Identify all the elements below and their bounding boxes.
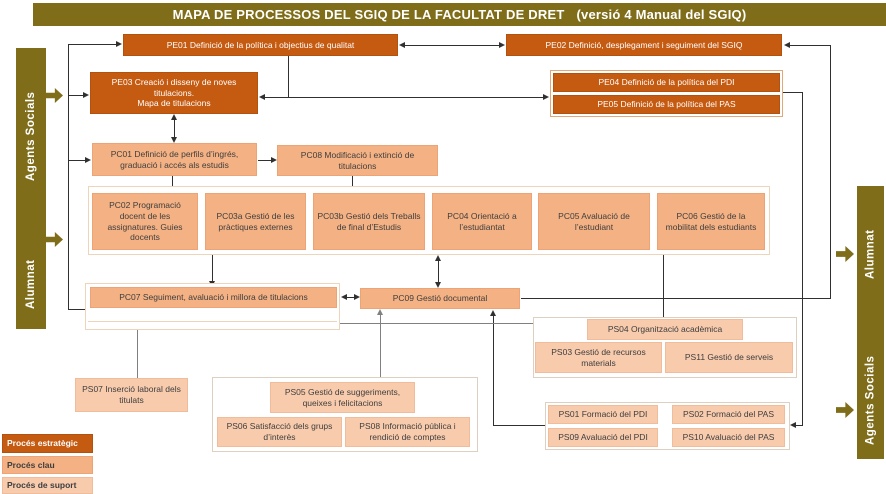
connector xyxy=(663,252,664,317)
legend-strategic: Procés estratègic xyxy=(2,434,93,453)
box-ps09: PS09 Avaluació del PDI xyxy=(548,428,658,447)
connector xyxy=(783,92,803,93)
arrowhead xyxy=(490,310,496,316)
box-pc08: PC08 Modificació i extinció de titulacions xyxy=(277,145,438,176)
box-pc04: PC04 Orientació a l’estudiantat xyxy=(432,193,532,250)
box-pc01: PC01 Definició de perfils d’ingrés, graduació i accés als estudis xyxy=(92,143,257,176)
connector xyxy=(212,255,213,282)
arrowhead xyxy=(543,94,549,100)
box-pe02: PE02 Definició, desplegament i seguiment del SGIQ xyxy=(506,34,782,56)
box-pe03-line1: PE03 Creació i disseny de noves titulacions. xyxy=(111,77,237,98)
legend-support: Procés de suport xyxy=(2,477,93,494)
divider xyxy=(88,321,337,322)
connector xyxy=(802,92,803,425)
right-bar-label-agents-socials: Agents Socials xyxy=(864,355,877,445)
connector xyxy=(288,56,289,97)
connector-gray xyxy=(313,323,533,324)
box-pe05: PE05 Definició de la política del PAS xyxy=(553,95,780,114)
connector xyxy=(262,97,547,98)
arrowhead xyxy=(85,157,91,163)
box-ps02: PS02 Formació del PAS xyxy=(672,405,785,424)
arrowhead xyxy=(399,42,405,48)
box-pe04: PE04 Definició de la política del PDI xyxy=(553,73,780,92)
box-pc09: PC09 Gestió documental xyxy=(360,288,520,309)
box-pc03a: PC03a Gestió de les pràctiques externes xyxy=(205,193,306,250)
arrowhead xyxy=(499,42,505,48)
box-ps05: PS05 Gestió de suggeriments, queixes i felicitacions xyxy=(270,382,415,413)
box-pe03-line2: Mapa de titulacions xyxy=(137,98,211,109)
left-input-arrow-icon xyxy=(46,88,63,103)
right-output-arrow-icon xyxy=(836,246,854,262)
box-ps10: PS10 Avaluació del PAS xyxy=(672,428,785,447)
connector xyxy=(68,44,69,310)
arrowhead xyxy=(171,114,177,120)
box-pc02: PC02 Programació docent de les assignatures. Guies docents xyxy=(92,193,198,250)
box-ps03: PS03 Gestió de recursos materials xyxy=(535,342,662,373)
box-ps06: PS06 Satisfacció dels grups d’interès xyxy=(217,417,342,447)
box-ps08: PS08 Informació pública i rendició de comptes xyxy=(345,417,470,447)
connector xyxy=(493,315,494,425)
arrowhead xyxy=(435,255,441,261)
connector xyxy=(68,309,85,310)
arrowhead xyxy=(790,422,796,428)
box-pc05: PC05 Avaluació de l’estudiant xyxy=(538,193,650,250)
page-title-version: (versió 4 Manual del SGIQ) xyxy=(576,7,747,22)
box-pe01: PE01 Definició de la política i objectius de qualitat xyxy=(123,34,398,56)
right-stakeholder-bar xyxy=(857,186,884,459)
box-pc03b: PC03b Gestió dels Treballs de final d’Estudis xyxy=(313,193,425,250)
left-bar-label-alumnat: Alumnat xyxy=(25,259,37,309)
connector-gray xyxy=(380,314,381,377)
connector xyxy=(68,44,118,45)
arrowhead xyxy=(784,42,790,48)
arrowhead xyxy=(83,92,89,98)
arrowhead xyxy=(341,294,347,300)
page-title: MAPA DE PROCESSOS DEL SGIQ DE LA FACULTAT DE DRET xyxy=(172,7,565,22)
legend-key: Procés clau xyxy=(2,456,93,474)
connector xyxy=(830,45,831,299)
left-bar-label-agents-socials: Agents Socials xyxy=(25,91,37,181)
box-pe03 xyxy=(90,72,258,114)
title-banner xyxy=(33,3,886,26)
arrowhead xyxy=(259,94,265,100)
arrowhead xyxy=(116,41,122,47)
box-ps04: PS04 Organització acadèmica xyxy=(587,319,743,340)
connector xyxy=(402,45,503,46)
box-pc06: PC06 Gestió de la mobilitat dels estudiants xyxy=(657,193,765,250)
box-ps01: PS01 Formació del PDI xyxy=(548,405,658,424)
box-ps11: PS11 Gestió de serveis xyxy=(665,342,793,373)
left-input-arrow-icon xyxy=(46,232,63,247)
connector xyxy=(787,45,830,46)
arrowhead xyxy=(377,309,383,315)
right-output-arrow-icon xyxy=(836,402,854,418)
connector xyxy=(521,298,830,299)
right-bar-label-alumnat: Alumnat xyxy=(864,229,877,279)
connector xyxy=(438,259,439,284)
box-ps07: PS07 Inserció laboral dels titulats xyxy=(75,378,188,412)
box-pc07: PC07 Seguiment, avaluació i millora de titulacions xyxy=(90,287,337,308)
left-stakeholder-bar xyxy=(16,48,46,329)
connector xyxy=(493,425,545,426)
